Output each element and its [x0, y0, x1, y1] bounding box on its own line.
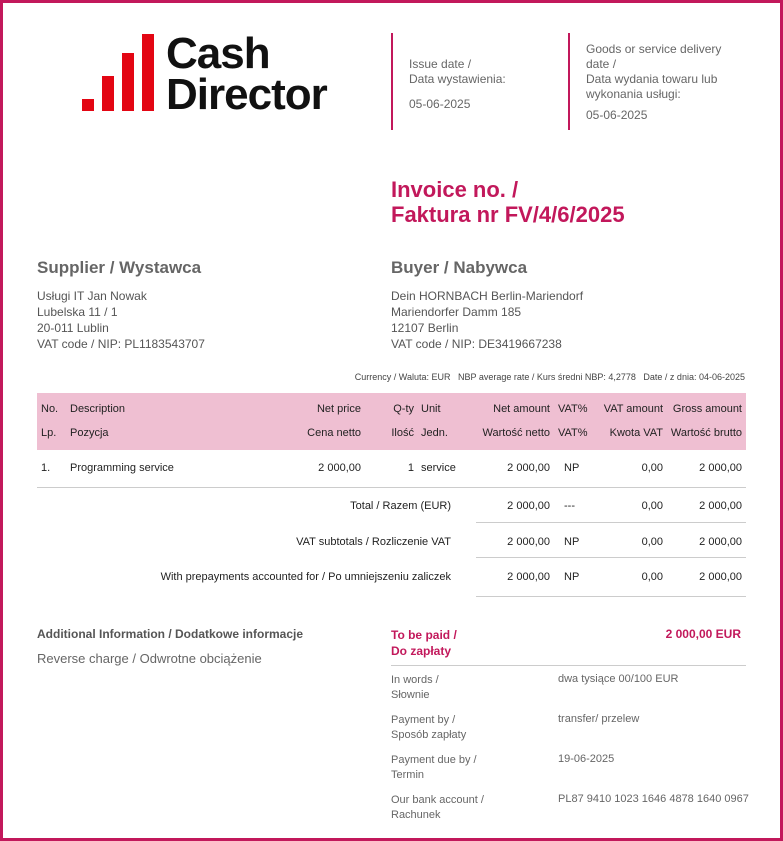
payment-detail-method — [391, 713, 466, 743]
invoice-title — [391, 177, 625, 227]
invoice-number: Faktura nr FV/4/6/2025 — [391, 202, 625, 227]
summary-row-prepayments — [37, 558, 746, 596]
summary-label: With prepayments accounted for / Po umniejszeniu zaliczek — [160, 571, 451, 583]
summary-gross: 2 000,00 — [699, 536, 742, 548]
payment-detail-account — [391, 793, 484, 823]
delivery-date-value: 05-06-2025 — [586, 108, 648, 122]
summary-gross: 2 000,00 — [699, 571, 742, 583]
table-header — [37, 393, 746, 450]
th-vat-amount-pl: Kwota VAT — [609, 427, 663, 439]
additional-info-value: Reverse charge / Odwrotne obciążenie — [37, 651, 262, 666]
currency-info: Currency / Waluta: EUR NBP average rate / Kurs średni NBP: 4,2778 Date / z dnia: 04-06-2025 — [354, 372, 745, 382]
to-be-paid-label-en: To be paid / — [391, 628, 457, 642]
summary-net: 2 000,00 — [507, 571, 550, 583]
cell-qty: 1 — [407, 462, 414, 474]
detail-label: Our bank account / — [391, 794, 484, 806]
th-no: No. — [41, 403, 59, 415]
summary-net: 2 000,00 — [507, 536, 550, 548]
th-qty-pl: Ilość — [391, 427, 414, 439]
logo-text-line1: Cash — [166, 29, 270, 78]
to-be-paid-label-pl: Do zapłaty — [391, 644, 452, 658]
payment-detail-words — [391, 673, 439, 703]
th-desc-pl: Pozycja — [70, 427, 109, 439]
summary-row-total — [37, 488, 746, 522]
logo-bar — [122, 53, 134, 111]
summary-vat-pct: --- — [564, 500, 575, 512]
invoice-title-line1: Invoice no. / — [391, 177, 519, 202]
summary-row-vat — [37, 523, 746, 557]
buyer-line: Mariendorfer Damm 185 — [391, 305, 522, 319]
detail-value: 19-06-2025 — [558, 753, 615, 765]
th-net-amount-pl: Wartość netto — [482, 427, 550, 439]
detail-label: Termin — [391, 769, 425, 781]
delivery-date-label: date / — [586, 57, 617, 71]
cell-desc: Programming service — [70, 462, 174, 474]
th-unit-pl: Jedn. — [421, 427, 448, 439]
payment-detail-due — [391, 753, 477, 783]
summary-gross: 2 000,00 — [699, 500, 742, 512]
logo-bar — [142, 34, 154, 111]
cash-director-logo — [80, 29, 350, 119]
th-gross-pl: Wartość brutto — [670, 427, 742, 439]
detail-label: Słownie — [391, 689, 430, 701]
detail-label: Payment by / — [391, 714, 456, 726]
detail-value: PL87 9410 1023 1646 4878 1640 0967 — [558, 793, 749, 805]
detail-value: transfer/ przelew — [558, 713, 640, 725]
th-qty: Q-ty — [393, 403, 414, 415]
delivery-date-label: Data wydania towaru lub — [586, 72, 718, 86]
summary-vat: 0,00 — [641, 536, 663, 548]
detail-value: dwa tysiące 00/100 EUR — [558, 673, 679, 685]
detail-label: Sposób zapłaty — [391, 729, 467, 741]
th-unit: Unit — [421, 403, 441, 415]
cell-net-amount: 2 000,00 — [507, 462, 550, 474]
buyer-heading: Buyer / Nabywca — [391, 258, 528, 277]
supplier-block — [37, 258, 205, 352]
th-vat-amount: VAT amount — [603, 403, 663, 415]
th-desc: Description — [70, 403, 126, 415]
th-gross: Gross amount — [672, 403, 742, 415]
divider — [391, 33, 393, 130]
to-be-paid-label — [391, 627, 457, 659]
divider — [568, 33, 570, 130]
table-row — [37, 450, 746, 487]
summary-vat: 0,00 — [641, 500, 663, 512]
buyer-line: Dein HORNBACH Berlin-Mariendorf — [391, 289, 584, 303]
buyer-block — [391, 258, 583, 352]
cell-vat-amount: 0,00 — [641, 462, 663, 474]
detail-label: In words / — [391, 674, 439, 686]
amount-due: 2 000,00 EUR — [665, 627, 741, 641]
divider — [476, 596, 746, 597]
logo-bar — [82, 99, 94, 111]
issue-date-value: 05-06-2025 — [409, 97, 471, 111]
summary-vat: 0,00 — [641, 571, 663, 583]
supplier-line: VAT code / NIP: PL1183543707 — [37, 337, 205, 351]
supplier-line: Usługi IT Jan Nowak — [37, 289, 147, 303]
delivery-date-label: wykonania usługi: — [586, 87, 681, 101]
issue-date-label: Issue date / — [409, 57, 472, 71]
detail-label: Payment due by / — [391, 754, 477, 766]
logo-bar — [102, 76, 114, 111]
summary-vat-pct: NP — [564, 571, 580, 583]
th-net-amount: Net amount — [493, 403, 550, 415]
summary-vat-pct: NP — [564, 536, 580, 548]
cell-no: 1. — [41, 462, 51, 474]
th-no-pl: Lp. — [41, 427, 57, 439]
issue-date-label: Data wystawienia: — [409, 72, 506, 86]
logo-text-line2: Director — [166, 70, 327, 119]
additional-info-heading: Additional Information / Dodatkowe informacje — [37, 627, 304, 641]
cell-unit: service — [421, 462, 456, 474]
cell-net-price: 2 000,00 — [318, 462, 361, 474]
th-net-price-pl: Cena netto — [307, 427, 361, 439]
delivery-date-block — [586, 42, 721, 122]
supplier-line: 20-011 Lublin — [37, 321, 109, 335]
issue-date-block — [409, 57, 506, 111]
delivery-date-label: Goods or service delivery — [586, 42, 722, 56]
supplier-line: Lubelska 11 / 1 — [37, 305, 118, 319]
supplier-heading: Supplier / Wystawca — [37, 258, 202, 277]
th-vat-pct: VAT% — [558, 403, 588, 415]
buyer-line: 12107 Berlin — [391, 321, 459, 335]
th-vat-pct-pl: VAT% — [558, 427, 588, 439]
cell-gross: 2 000,00 — [699, 462, 742, 474]
th-net-price: Net price — [316, 403, 361, 415]
divider — [391, 665, 746, 666]
buyer-line: VAT code / NIP: DE3419667238 — [391, 337, 562, 351]
summary-label: Total / Razem (EUR) — [350, 500, 451, 512]
cell-vat-pct: NP — [564, 462, 580, 474]
summary-label: VAT subtotals / Rozliczenie VAT — [296, 536, 451, 548]
detail-label: Rachunek — [391, 809, 441, 821]
summary-net: 2 000,00 — [507, 500, 550, 512]
